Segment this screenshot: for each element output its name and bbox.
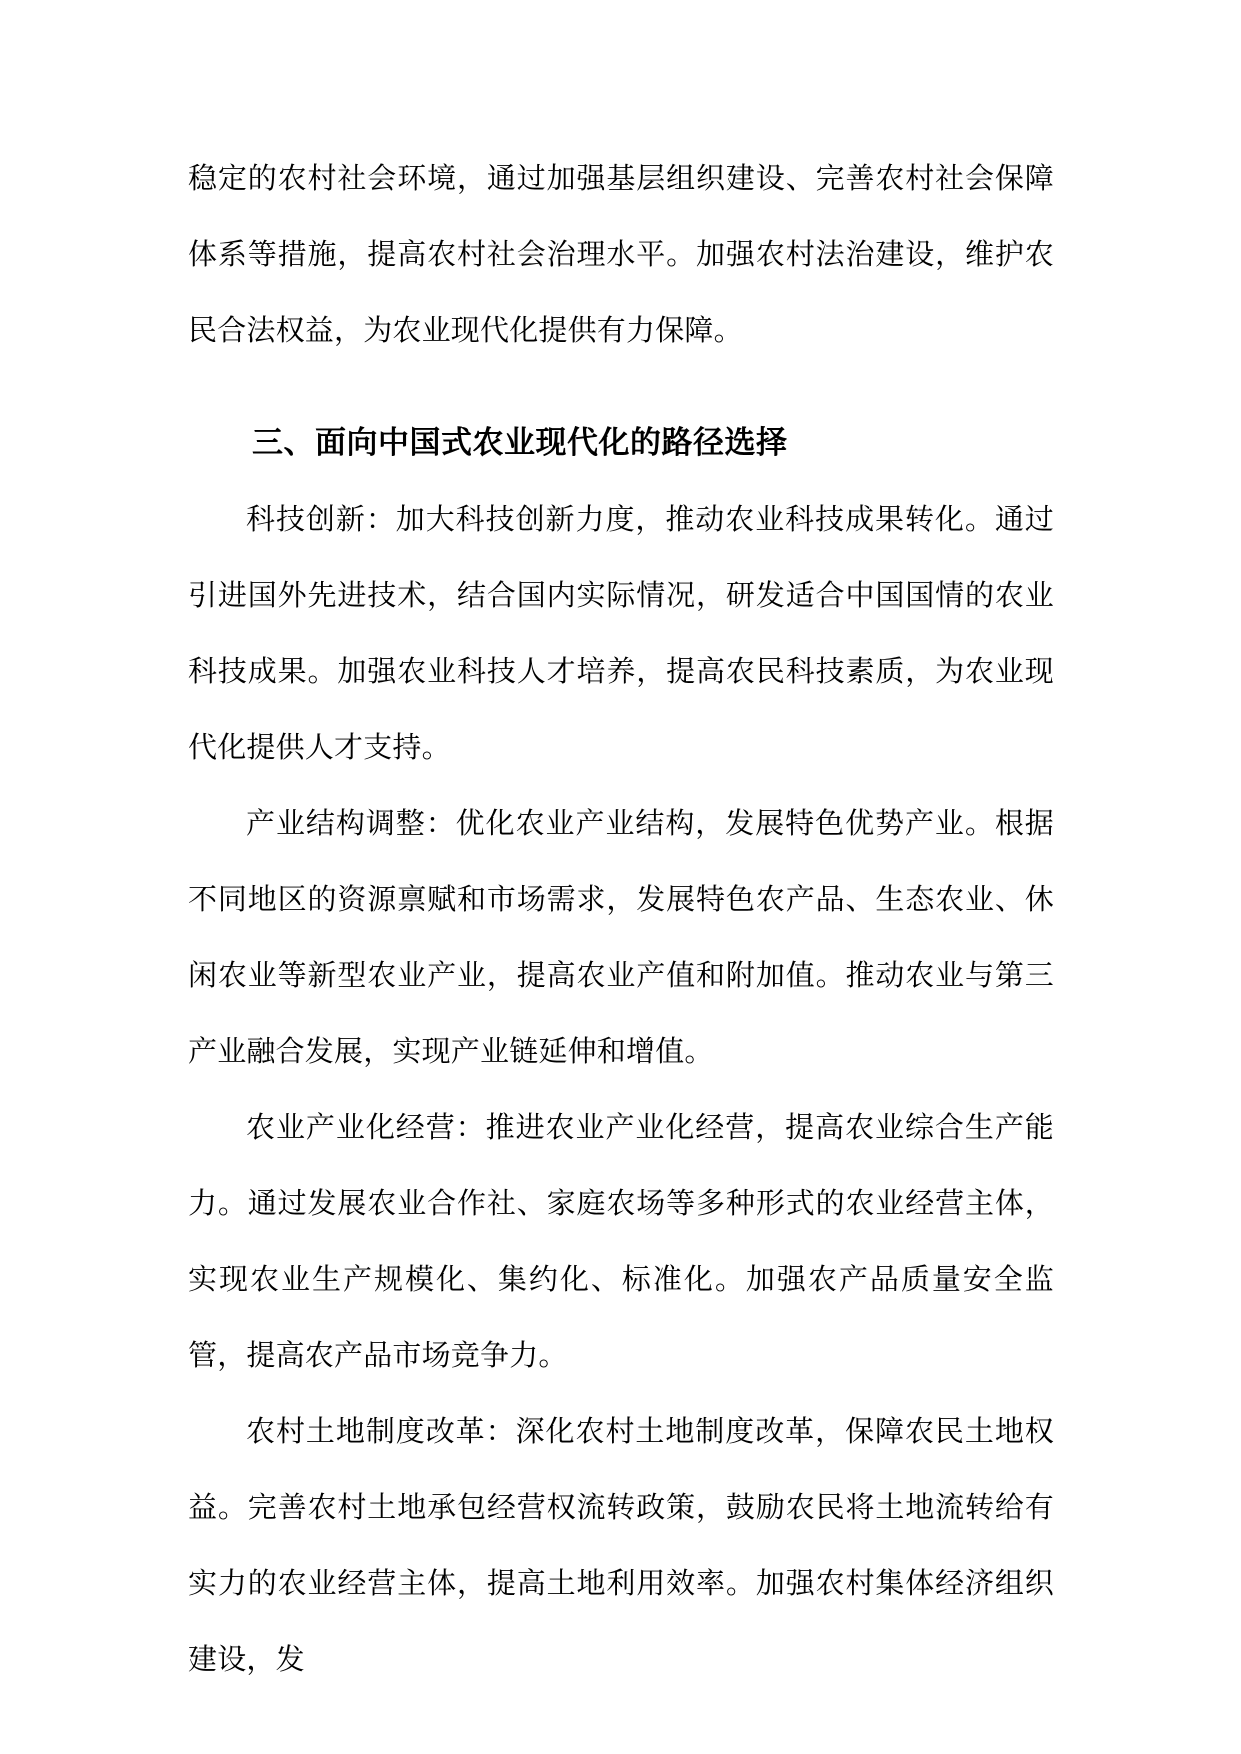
paragraph-land-reform: 农村土地制度改革：深化农村土地制度改革，保障农民土地权益。完善农村土地承包经营权流转政策，鼓励农民将土地流转给有实力的农业经营主体，提高土地利用效率。加强农村集体经济组织建设，发 (188, 1414, 1054, 1676)
paragraph-tech-innovation: 科技创新：加大科技创新力度，推动农业科技成果转化。通过引进国外先进技术，结合国内实际情况，研发适合中国国情的农业科技成果。加强农业科技人才培养，提高农民科技素质，为农业现代化提供人才支持。 (188, 502, 1054, 764)
paragraph-industrialized-operation: 农业产业化经营：推进农业产业化经营，提高农业综合生产能力。通过发展农业合作社、家庭农场等多种形式的农业经营主体，实现农业生产规模化、集约化、标准化。加强农产品质量安全监管，提高农产品市场竞争力。 (188, 1110, 1054, 1372)
section-heading: 三、面向中国式农业现代化的路径选择 (252, 425, 788, 461)
document-body (188, 140, 1054, 1697)
paragraph-continuation: 稳定的农村社会环境，通过加强基层组织建设、完善农村社会保障体系等措施，提高农村社会治理水平。加强农村法治建设，维护农民合法权益，为农业现代化提供有力保障。 (188, 161, 1054, 347)
paragraph-industry-structure: 产业结构调整：优化农业产业结构，发展特色优势产业。根据不同地区的资源禀赋和市场需求，发展特色农产品、生态农业、休闲农业等新型农业产业，提高农业产值和附加值。推动农业与第三产业融合发展，实现产业链延伸和增值。 (188, 806, 1054, 1068)
